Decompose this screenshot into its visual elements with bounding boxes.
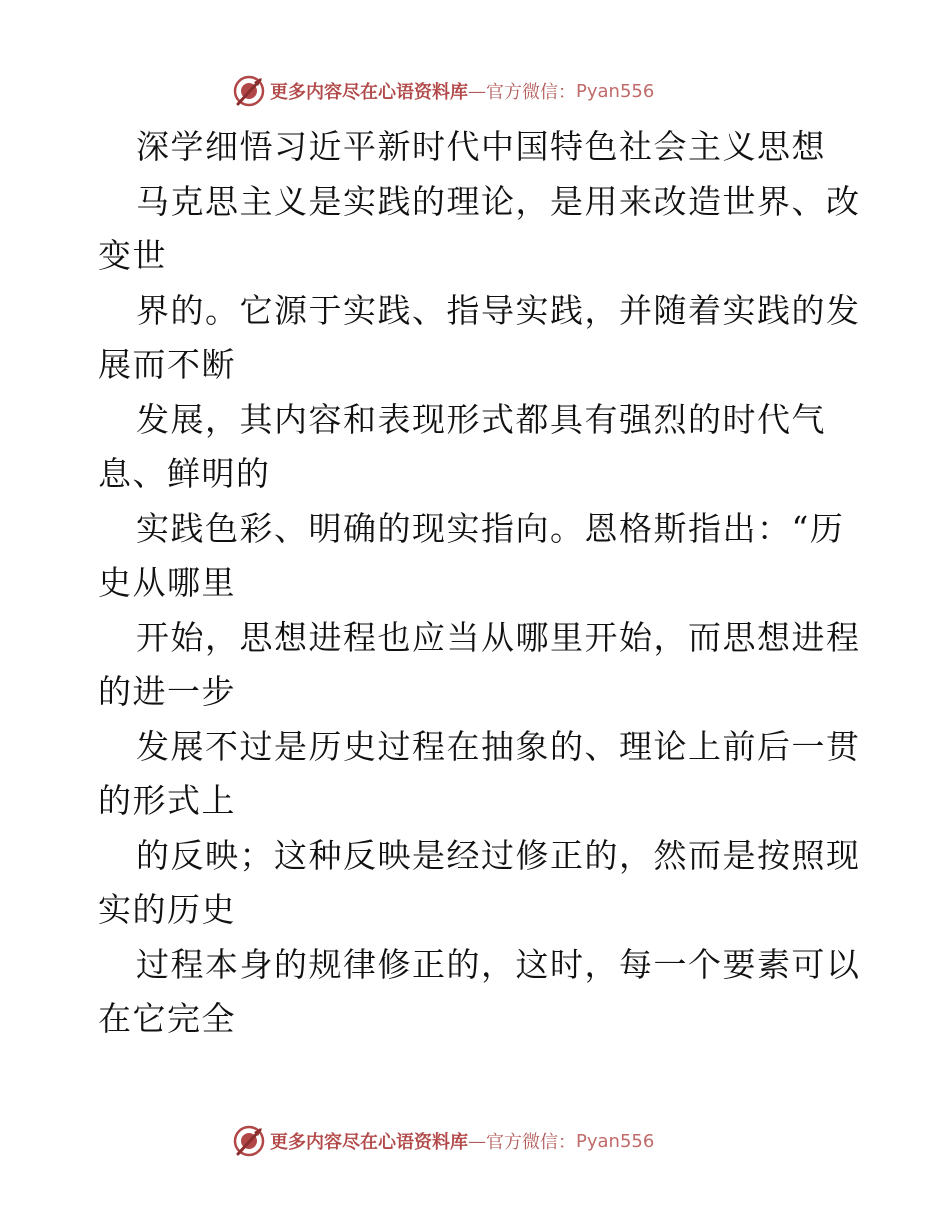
watermark-main-text: 更多内容尽在心语资料库	[270, 82, 468, 103]
title-line: 深学细悟习近平新时代中国特色社会主义思想	[136, 127, 826, 166]
text-line: 展而不断	[98, 345, 236, 384]
watermark-wechat-id: Pyan556	[576, 1130, 655, 1152]
text-line: 过程本身的规律修正的，这时，每一个要素可以	[136, 944, 861, 984]
text-line: 变世	[98, 236, 167, 275]
watermark-dash: —	[468, 80, 486, 102]
text-line: 发展，其内容和表现形式都具有强烈的时代气	[136, 399, 826, 439]
text-line: 发展不过是历史过程在抽象的、理论上前后一贯	[136, 726, 861, 766]
text-line: 实践色彩、明确的现实指向。恩格斯指出：“历	[136, 508, 845, 548]
text-line: 在它完全	[98, 999, 236, 1038]
watermark-wechat-label: 官方微信：	[486, 82, 576, 103]
text-line: 界的。它源于实践、指导实践，并随着实践的发	[136, 290, 861, 330]
text-line: 息、鲜明的	[98, 454, 271, 493]
footer-watermark	[232, 1122, 654, 1160]
text-line: 实的历史	[98, 890, 236, 929]
text-line: 马克思主义是实践的理论，是用来改造世界、改	[136, 181, 861, 221]
text-line: 的进一步	[98, 672, 236, 711]
text-line: 开始，思想进程也应当从哪里开始，而思想进程	[136, 617, 861, 657]
watermark-main-text: 更多内容尽在心语资料库	[270, 1132, 468, 1153]
header-watermark	[232, 72, 654, 110]
quill-logo-icon	[232, 74, 266, 108]
watermark-wechat-label: 官方微信：	[486, 1132, 576, 1153]
document-body	[98, 120, 861, 1047]
watermark-dash: —	[468, 1130, 486, 1152]
watermark-wechat-id: Pyan556	[576, 80, 655, 102]
text-line: 的反映；这种反映是经过修正的，然而是按照现	[136, 835, 861, 875]
quill-logo-icon	[232, 1124, 266, 1158]
text-line: 的形式上	[98, 781, 236, 820]
text-line: 史从哪里	[98, 563, 236, 602]
